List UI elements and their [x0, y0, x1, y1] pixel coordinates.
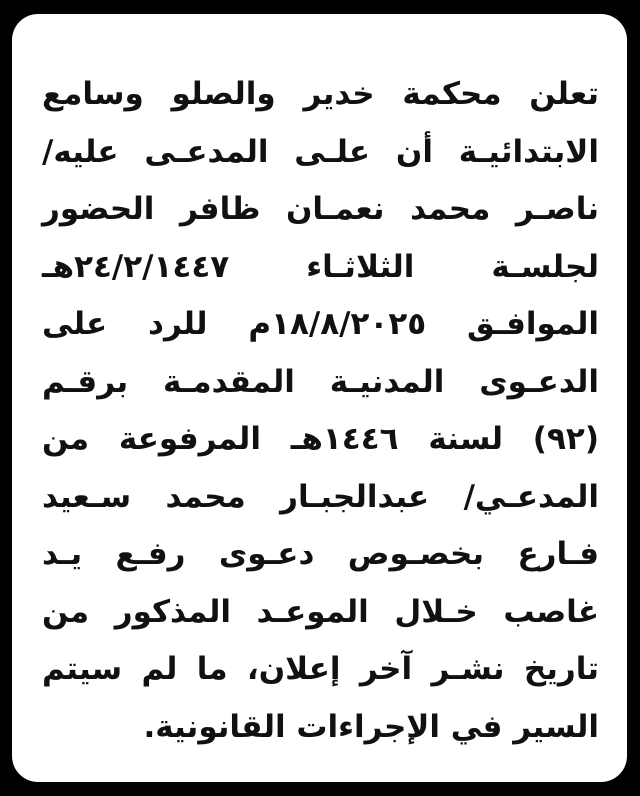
notice-line-5: الموافـق ١٨/٨/٢٠٢٥م للرد على	[42, 306, 599, 342]
notice-card	[12, 14, 627, 782]
notice-line-7: (٩٢) لسنة ١٤٤٦هـ المرفوعة من	[42, 421, 599, 457]
notice-line-8: المدعـي/ عبدالجبـار محمد سـعيد	[42, 478, 599, 515]
notice-line-11: تاريخ نشـر آخر إعلان، ما لم سيتم	[42, 651, 599, 687]
notice-line-10: غاصب خـلال الموعـد المذكور من	[42, 593, 599, 630]
notice-text	[42, 66, 599, 756]
notice-line-4: لجلسـة الثلاثـاء ٢٤/٢/١٤٤٧هـ	[42, 248, 599, 285]
notice-line-9: فـارع بخصـوص دعـوى رفـع يـد	[42, 536, 599, 572]
notice-line-1: تعلن محكمة خدير والصلو وسامع	[42, 76, 599, 112]
notice-line-2: الابتدائيـة أن علـى المدعـى عليه/	[42, 133, 599, 170]
notice-line-12: السير في الإجراءات القانونية.	[143, 708, 599, 745]
notice-line-6: الدعـوى المدنيـة المقدمـة برقـم	[42, 363, 599, 400]
notice-line-3: ناصـر محمد نعمـان ظافر الحضور	[42, 191, 599, 227]
